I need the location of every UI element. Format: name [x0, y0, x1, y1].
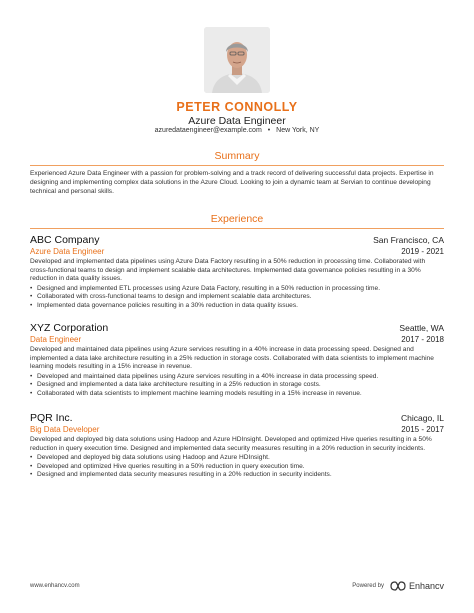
candidate-name: PETER CONNOLLY	[176, 100, 298, 114]
job-title: Big Data Developer	[30, 425, 100, 434]
email-text: azuredataengineer@example.com	[154, 127, 262, 134]
profile-photo	[204, 27, 270, 93]
summary-text: Experienced Azure Data Engineer with a passion for problem-solving and a track record of delivering successful data projects. Expertise in designing and implementing complex data solutions in the Azure Cloud. Looking to join a dynamic team at Servian to continue developing technical and personal skills.	[30, 170, 434, 195]
candidate-role: Azure Data Engineer	[188, 115, 286, 127]
job-bullet: • Developed and deployed big data solutions using Hadoop and Azure HDInsight.	[30, 454, 444, 463]
job-bullet: • Implemented data governance policies resulting in a 30% reduction in data quality issues.	[30, 302, 444, 311]
job-location: Seattle, WA	[399, 323, 444, 333]
job-dates: 2019 - 2021	[401, 247, 444, 256]
job-description: Developed and maintained data pipelines using Azure services resulting in a 40% increase in data processing speed. Designed and implemented a data lake architecture resulting in a 25% reduction in storage costs. Collaborated with data scientists to implement machine learning models resulting in a 15% increase in revenue.	[30, 346, 434, 371]
job-bullet: • Developed and optimized Hive queries resulting in a 50% reduction in query execution time.	[30, 463, 444, 472]
company-name: ABC Company	[30, 234, 100, 246]
job-bullets	[30, 373, 444, 399]
powered-by-label: Powered by	[352, 583, 384, 589]
job-bullets	[30, 285, 444, 311]
job-location: San Francisco, CA	[373, 235, 444, 245]
contact-separator: •	[267, 127, 271, 134]
experience-divider	[30, 228, 444, 229]
job-bullet: • Designed and implemented data security measures resulting in a 20% reduction in security incidents.	[30, 471, 444, 480]
job-entry	[30, 322, 444, 399]
job-bullet: • Collaborated with data scientists to implement machine learning models resulting in a 15% increase in revenue.	[30, 390, 444, 399]
brand-name: Enhancv	[408, 581, 444, 591]
experience-heading: Experience	[210, 213, 264, 225]
job-entry	[30, 234, 444, 311]
job-bullet: • Collaborated with cross-functional teams to design and implement scalable data architectures.	[30, 293, 444, 302]
person-photo-icon	[204, 27, 270, 93]
footer-branding[interactable]	[352, 579, 444, 593]
job-bullets	[30, 454, 444, 480]
job-bullet: • Developed and maintained data pipelines using Azure services resulting in a 40% increase in data processing speed.	[30, 373, 444, 382]
enhancv-logo-icon	[390, 581, 406, 591]
location-text: New York, NY	[276, 127, 320, 134]
job-title: Azure Data Engineer	[30, 247, 105, 256]
company-name: XYZ Corporation	[30, 322, 109, 334]
job-bullet: • Designed and implemented ETL processes using Azure Data Factory, resulting in a 50% reduction in processing time.	[30, 285, 444, 294]
job-dates: 2015 - 2017	[401, 425, 444, 434]
job-dates: 2017 - 2018	[401, 335, 444, 344]
summary-heading: Summary	[214, 150, 260, 162]
contact-line	[0, 127, 474, 134]
company-name: PQR Inc.	[30, 412, 73, 424]
job-bullet: • Designed and implemented a data lake architecture resulting in a 25% reduction in storage costs.	[30, 381, 444, 390]
footer-website[interactable]: www.enhancv.com	[30, 583, 80, 589]
summary-divider	[30, 165, 444, 166]
job-location: Chicago, IL	[401, 413, 444, 423]
job-entry	[30, 412, 444, 480]
job-description: Developed and implemented data pipelines using Azure Data Factory resulting in a 50% reduction in processing time. Collaborated with cross-functional teams to design and implement scalable data architectures. Implemented data governance policies resulting in a 30% reduction in data quality issues.	[30, 258, 426, 283]
job-description: Developed and deployed big data solutions using Hadoop and Azure HDInsight. Developed and optimized Hive queries resulting in a 50% reduction in query execution time. Designed and implemented data security measures resulting in a 20% reduction in security incidents.	[30, 436, 432, 452]
job-title: Data Engineer	[30, 335, 82, 344]
